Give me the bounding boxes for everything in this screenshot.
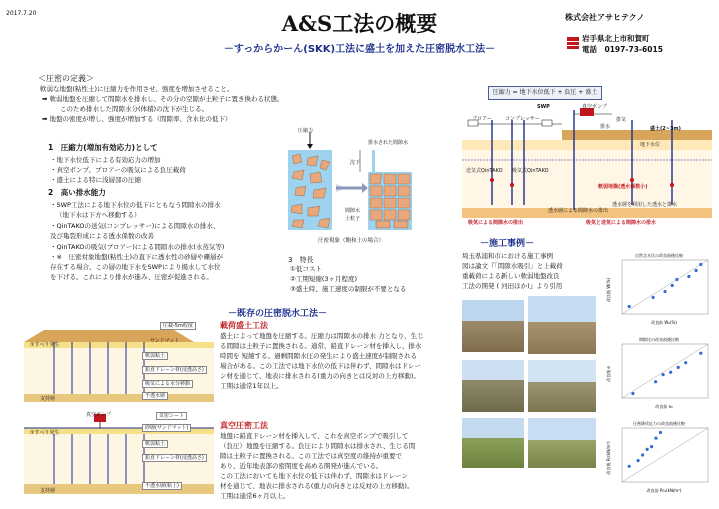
chart-point [687, 275, 690, 278]
fill-label: 盛土(2~3m) [650, 126, 681, 132]
feature-2: ②工期短縮(3ヶ月程度) [290, 275, 358, 283]
chart-yield-stress [604, 418, 714, 496]
chart-point [652, 296, 655, 299]
phone-label: 電話 [582, 45, 597, 54]
chart-ylabel-0: 改良後 W(%) [606, 277, 611, 303]
chart-xlabel-0: 改良前 W₀(%) [651, 320, 677, 325]
point-2-item-6: ・※ 圧密対象地盤(粘性土)の直下に透水性の砂層や礫層が [50, 253, 224, 261]
page-title: A&S工法の概要 [281, 11, 438, 36]
case-line-3: 重載荷による新しい軟弱地盤改良 [462, 272, 560, 280]
point-2-item-1: ・SWP工法による地下水位の低下にともなう間隙水の排水 [50, 201, 221, 209]
definition-heading: ＜圧密の定義＞ [38, 74, 94, 83]
chart-point [654, 437, 657, 440]
method2-line-2: （負圧）地盤を圧縮する。負圧により間隙水は排水され、生じる間 [220, 442, 416, 450]
pore-label: 間隙水 [345, 208, 361, 214]
method2-line-3: 隙は土粒子に置換される。この工法では真空度の維持が重要で [220, 452, 402, 460]
chart-ylabel-2: 改良後 Pc(kN/m²) [606, 441, 611, 475]
phone-number: 0197-73-6015 [604, 45, 663, 54]
soft-label: 軟弱地盤(透水係数小) [598, 184, 648, 190]
site-photo-5 [462, 418, 524, 468]
chart-title-0: 自然含水比の改良前後比較 [635, 253, 683, 258]
chart-point [699, 263, 702, 266]
chart-point [684, 361, 687, 364]
surcharge-fall-label: 吸気による水分移動 [142, 380, 193, 388]
formula: 圧縮力 = 地下水位低下 + 負圧 + 盛土 [492, 89, 598, 96]
definition-line-1: 軟弱な地盤(粘性土)に圧縮力を作用させ、強度を増加させること。 [40, 85, 234, 93]
existing-heading: －既存の圧密脱水工法－ [228, 309, 328, 319]
date: 2017.7.20 [6, 10, 37, 17]
chart-point [646, 448, 649, 451]
case-line-1: 埼玉県浦和市における施工事例 [462, 252, 553, 260]
point-1-item-3: ・盛土による特に浅層部の圧縮 [50, 176, 141, 184]
chart-point [659, 431, 662, 434]
company-address: 岩手県北上市和賀町 [582, 34, 650, 43]
vacuum-base: 支持層 [40, 488, 56, 494]
chart-point [628, 465, 631, 468]
case-line-4: 工法の開発 ( 河田ほか)』より引用 [462, 282, 563, 290]
gw-label: 地下水位 [640, 142, 661, 148]
method1-line-6: 工期は通常1年以上。 [220, 382, 283, 390]
chart-point [637, 459, 640, 462]
surcharge-fill-label: 圧載-5m程度 [160, 322, 196, 330]
compressor-label: コンプレッサー [505, 116, 540, 122]
definition-line-2: ➡ 軟弱地盤を圧縮して間隙水を排水し、その分の空隙が土粒子に置き換わる状態。 [42, 95, 284, 103]
site-photo-3 [462, 360, 524, 412]
vacuum-sheet-label: 気密シート [156, 412, 187, 420]
point-2-item-5: ・QinTAKOの吸気(ブロアー)による間隙水の排水(水蒸気等) [50, 243, 225, 251]
method1-line-5: ン材を通じて、地表に排水される(重力の向きとは反対の上方移動)。 [220, 372, 420, 380]
sand-label: 透水層による間隙水の排出 [548, 208, 609, 214]
method2-line-6: 材を通じて、地表に排水される(重力の向きとは反対の上方移動)。 [220, 482, 414, 490]
method1-line-4: 場合がある。この工法では地下水位の低下は伴わず、間隙水はドレー [220, 362, 421, 370]
company-phone-row [582, 44, 663, 55]
vacuum-label: 真空ポンプ [582, 104, 608, 110]
vacuum-left-1: ①すべり発生 [30, 430, 60, 436]
company-name: 株式会社アサヒテクノ [565, 13, 645, 22]
exhaust-label: 排気 [616, 117, 627, 123]
point-2-item-8: を下げる。これにより排水が進み、圧密が促進される。 [50, 273, 213, 281]
definition-line-4: ➡ 地盤の密度が増し、強度が増加する（間隙率、含水比の低下） [42, 115, 232, 123]
method2-line-7: 工期は通常6ヶ月以上。 [220, 492, 290, 500]
point-1-item-1: ・地下水位低下による有効応力の増加 [50, 156, 161, 164]
settle-label: 沈下 [350, 160, 361, 166]
chart-point [654, 380, 657, 383]
chart-point [663, 290, 666, 293]
point-2-item-4: 及び亀裂形成による透水係数の改善 [50, 232, 154, 240]
site-photo-2 [528, 296, 596, 354]
chart-point [650, 445, 653, 448]
case-heading: －施工事例－ [480, 239, 535, 249]
chart-point [699, 352, 702, 355]
drained-label: 排水された間隙水 [368, 140, 409, 146]
surcharge-sand-label: サンドマット [150, 338, 180, 344]
chart-point [695, 269, 698, 272]
sand-layer-label: 透水層を利用した透水と排水 [612, 202, 678, 208]
surcharge-base: 支持層 [40, 396, 56, 402]
chart-point [677, 366, 680, 369]
formula-box [488, 86, 602, 100]
surcharge-soft-label: 軟弱粘土 [142, 352, 168, 360]
vacuum-sand-label: 砂層(サンドマット) [142, 424, 191, 432]
blower-label: ブロアー [472, 116, 492, 122]
suction-label: 吸気による間隙水の排出 [468, 220, 524, 226]
surcharge-left-1: ①すべり発生 [30, 342, 60, 348]
case-line-2: 図は論文『「間隙水吸引」と上載荷 [462, 262, 563, 270]
chart-point [631, 392, 634, 395]
features-heading: 3 特長 [288, 256, 314, 264]
vacuum-soft-label: 軟弱粘土 [142, 440, 168, 448]
swp-label: SWP [537, 104, 550, 110]
method1-line-2: る間隙は土粒子に置換される。通常、鉛直ドレーン材を挿入し、排水 [220, 342, 422, 350]
chart-title-1: 間隙比の改良前後比較 [639, 337, 679, 342]
feature-1: ①低コスト [290, 265, 322, 273]
feature-3: ③盛土時、施工速度の制限が不要となる [290, 285, 407, 293]
definition-line-3: このため排水した間隙水分(体積)の沈下が生じる。 [60, 105, 209, 113]
chart-point [641, 453, 644, 456]
chart-ylabel-1: 改良後 e [606, 366, 611, 382]
soil-label: 土粒子 [345, 216, 361, 222]
method1-line-3: 時間を 短縮する。過剰間隙水圧の発生により盛土速度が制限される [220, 352, 418, 360]
vacuum-pump-label: 真空ポンプ [86, 412, 112, 418]
surcharge-drain-label: 鉛直ドレーン材(浸透高さ) [142, 366, 207, 374]
company-logo [567, 34, 579, 46]
qin2-label: 吸気式QinTAKO [512, 168, 549, 174]
site-photo-4 [528, 360, 596, 412]
chart-water-content [604, 250, 714, 328]
method1-line-1: 盛土によって地盤を圧縮する。圧縮力は間隙水の排水 力となり、生じ [220, 332, 424, 340]
chart-point [669, 371, 672, 374]
method2-line-5: この工法においても地下水位の低下は伴わず、間隙水はドレーン [220, 472, 408, 480]
point-2-heading: 2 高い排水能力 [48, 188, 106, 197]
method2-line-1: 地盤に鉛直ドレーン材を挿入して、これを真空ポンプで吸引して [220, 432, 409, 440]
vacuum-bottom-label: 不透水層(粘土) [142, 482, 182, 490]
site-photo-6 [528, 418, 596, 468]
chart-xlabel-2: 改良前 Pc₀(kN/m²) [646, 488, 682, 493]
vacuum-drainmat-label: 鉛直ドレーン材(浸透高さ) [142, 454, 207, 462]
suck2-label: 吸気と送気による間隙水の排水 [586, 220, 657, 226]
site-photo-1 [462, 300, 524, 352]
chart-point [628, 305, 631, 308]
chart-title-2: 圧密降伏応力の改良前後比較 [633, 421, 685, 426]
surcharge-diagram [24, 318, 214, 408]
page-subtitle: －すっからかーん(SKK)工法に盛土を加えた圧密脱水工法－ [223, 44, 496, 55]
method1-title: 載荷盛土工法 [220, 321, 268, 330]
force-label: 圧縮力 [298, 128, 314, 134]
method2-title: 真空圧密工法 [220, 421, 268, 430]
drain-label: 排水 [600, 124, 611, 130]
point-2-item-7: 存在する場合、この層の地下水をSWPにより揚水して水位 [50, 263, 221, 271]
point-1-heading: 1 圧縮力(増加有効応力)として [48, 143, 158, 152]
chart-point [671, 284, 674, 287]
phenomenon-caption: 圧密現象（飽和土の場合） [318, 238, 385, 244]
surcharge-bottom-label: 不透水層 [142, 392, 168, 400]
point-1-item-2: ・真空ポンプ、ブロアーの吸気による負圧載荷 [50, 166, 186, 174]
chart-void-ratio [604, 334, 714, 412]
chart-point [675, 278, 678, 281]
method2-line-4: あり、近年地表部の密閉度を高める開発が進んでいる。 [220, 462, 383, 470]
chart-xlabel-1: 改良前 e₀ [655, 404, 673, 409]
point-2-item-2: （地下水は下方へ移動する） [56, 211, 141, 219]
point-2-item-3: ・QinTAKOの送気(コンプレッサー)による間隙水の排水、 [50, 222, 220, 230]
qin1-label: 送気式QinTAKO [466, 168, 503, 174]
chart-point [662, 373, 665, 376]
